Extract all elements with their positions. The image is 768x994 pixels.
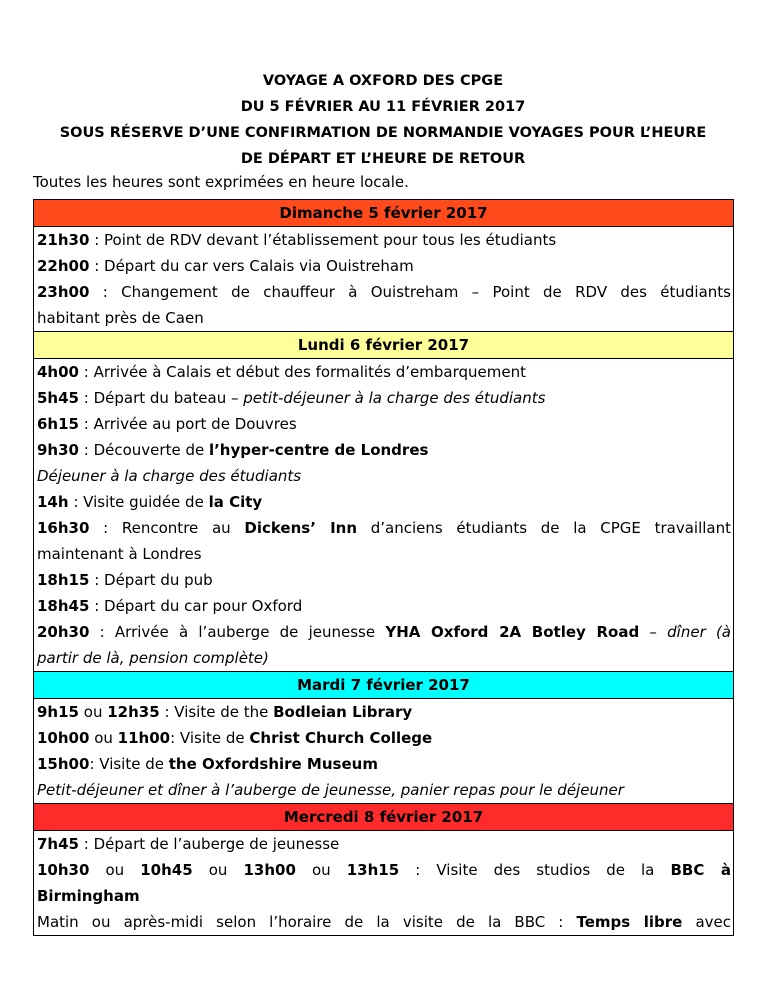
entry-time: 15h00 (37, 755, 90, 773)
entry-place: YHA Oxford 2A Botley Road (385, 623, 640, 641)
entry-place: la City (208, 493, 263, 511)
schedule-entry-continued: habitant près de Caen (37, 309, 204, 327)
entry-text: : Visite de the (159, 703, 274, 721)
entry-time: 10h00 (37, 729, 90, 747)
entry-text: : Point de RDV devant l’établissement pour tous les étudiants (89, 231, 557, 249)
day-header-tuesday: Mardi 7 février 2017 (34, 672, 733, 699)
schedule-entry (37, 359, 731, 385)
schedule-entry (37, 437, 731, 463)
entry-text: ou (89, 861, 141, 879)
entry-text: : Visite de (89, 755, 169, 773)
schedule-entry (37, 777, 731, 803)
entry-text: : Départ du pub (89, 571, 213, 589)
schedule-entry (37, 831, 731, 857)
schedule-entry (37, 725, 731, 751)
day-header-wednesday: Mercredi 8 février 2017 (34, 803, 733, 831)
schedule-entry (37, 857, 731, 883)
entry-text: : Départ de l’auberge de jeunesse (79, 835, 340, 853)
entry-time: 5h45 (37, 389, 79, 407)
entry-time: 23h00 (37, 283, 90, 301)
schedule-entry-continued (37, 645, 731, 671)
entry-note: petit-déjeuner à la charge des étudiants (243, 389, 546, 407)
day-header-sunday: Dimanche 5 février 2017 (34, 200, 733, 227)
entry-text: ou (295, 861, 347, 879)
day-section-monday (34, 359, 733, 672)
entry-text: : Départ du bateau – (79, 389, 244, 407)
entry-text: : Changement de chauffeur à Ouistreham – Point de RDV des étudiants (89, 283, 731, 301)
title-line-2: DU 5 FÉVRIER AU 11 FÉVRIER 2017 (240, 99, 526, 115)
entry-time: 22h00 (37, 257, 90, 275)
entry-text: ou (89, 729, 118, 747)
entry-text: avec (682, 913, 732, 931)
entry-place: Birmingham (37, 887, 140, 905)
schedule-entry (37, 463, 731, 489)
entry-time: 12h35 (107, 703, 160, 721)
schedule-entry (37, 253, 731, 279)
entry-text: Matin ou après-midi selon l’horaire de la visite de la BBC : (37, 913, 577, 931)
schedule-entry-continued (37, 883, 731, 909)
schedule-entry (37, 515, 731, 541)
title-line-3: SOUS RÉSERVE D’UNE CONFIRMATION DE NORMANDIE VOYAGES POUR L’HEURE (59, 125, 707, 141)
entry-note: partir de là, pension complète) (37, 649, 269, 667)
entry-place: l’hyper-centre de Londres (208, 441, 429, 459)
document-title (33, 68, 733, 172)
entry-text: ou (192, 861, 244, 879)
entry-time: 16h30 (37, 519, 90, 537)
entry-highlight: Temps libre (576, 913, 683, 931)
entry-time: 7h45 (37, 835, 79, 853)
entry-time: 6h15 (37, 415, 79, 433)
entry-text: : Départ du car vers Calais via Ouistreham (89, 257, 414, 275)
schedule-entry (37, 279, 731, 305)
day-header-monday: Lundi 6 février 2017 (34, 332, 733, 359)
schedule-entry (37, 411, 731, 437)
schedule-entry (37, 567, 731, 593)
day-section-sunday (34, 227, 733, 332)
entry-time: 13h00 (243, 861, 296, 879)
schedule-entry (37, 699, 731, 725)
entry-time: 18h15 (37, 571, 90, 589)
entry-time: 13h15 (346, 861, 400, 879)
schedule-entry (37, 227, 731, 253)
entry-text: : Arrivée au port de Douvres (79, 415, 297, 433)
entry-text: – (639, 623, 668, 641)
schedule-entry-continued: maintenant à Londres (37, 545, 202, 563)
title-line-1: VOYAGE A OXFORD DES CPGE (262, 73, 504, 89)
schedule-table (33, 199, 734, 936)
day-section-wednesday (34, 831, 733, 935)
entry-text: : Arrivée à l’auberge de jeunesse (89, 623, 386, 641)
intro-note: Toutes les heures sont exprimées en heure locale. (33, 173, 409, 191)
entry-note: dîner (à (667, 623, 731, 641)
entry-time: 11h00 (117, 729, 171, 747)
entry-time: 9h15 (37, 703, 79, 721)
day-section-tuesday (34, 699, 733, 803)
schedule-entry (37, 909, 731, 935)
entry-time: 14h (37, 493, 69, 511)
entry-text: : Départ du car pour Oxford (89, 597, 303, 615)
schedule-entry (37, 751, 731, 777)
schedule-entry (37, 489, 731, 515)
entry-time: 21h30 (37, 231, 90, 249)
entry-text: ou (79, 703, 108, 721)
title-line-4: DE DÉPART ET L’HEURE DE RETOUR (240, 151, 526, 167)
entry-text: : Visite guidée de (68, 493, 209, 511)
entry-place: Christ Church College (249, 729, 433, 747)
entry-text: : Découverte de (79, 441, 209, 459)
entry-time: 4h00 (37, 363, 79, 381)
entry-place: the Oxfordshire Museum (168, 755, 378, 773)
schedule-entry (37, 593, 731, 619)
entry-text: : Rencontre au (89, 519, 245, 537)
entry-time: 10h30 (37, 861, 90, 879)
entry-text: : Visite de (170, 729, 250, 747)
entry-place: Bodleian Library (273, 703, 413, 721)
entry-time: 9h30 (37, 441, 79, 459)
entry-note: Petit-déjeuner et dîner à l’auberge de jeunesse, panier repas pour le déjeuner (37, 781, 624, 799)
entry-time: 18h45 (37, 597, 90, 615)
entry-text: : Visite des studios de la (399, 861, 671, 879)
entry-note: Déjeuner à la charge des étudiants (37, 467, 302, 485)
entry-text: d’anciens étudiants de la CPGE travaillant (357, 519, 732, 537)
entry-text: : Arrivée à Calais et début des formalités d’embarquement (79, 363, 526, 381)
entry-place: Dickens’ Inn (244, 519, 358, 537)
entry-time: 20h30 (37, 623, 90, 641)
entry-time: 10h45 (140, 861, 193, 879)
entry-place: BBC à (670, 861, 731, 879)
schedule-entry (37, 385, 731, 411)
schedule-entry (37, 619, 731, 645)
